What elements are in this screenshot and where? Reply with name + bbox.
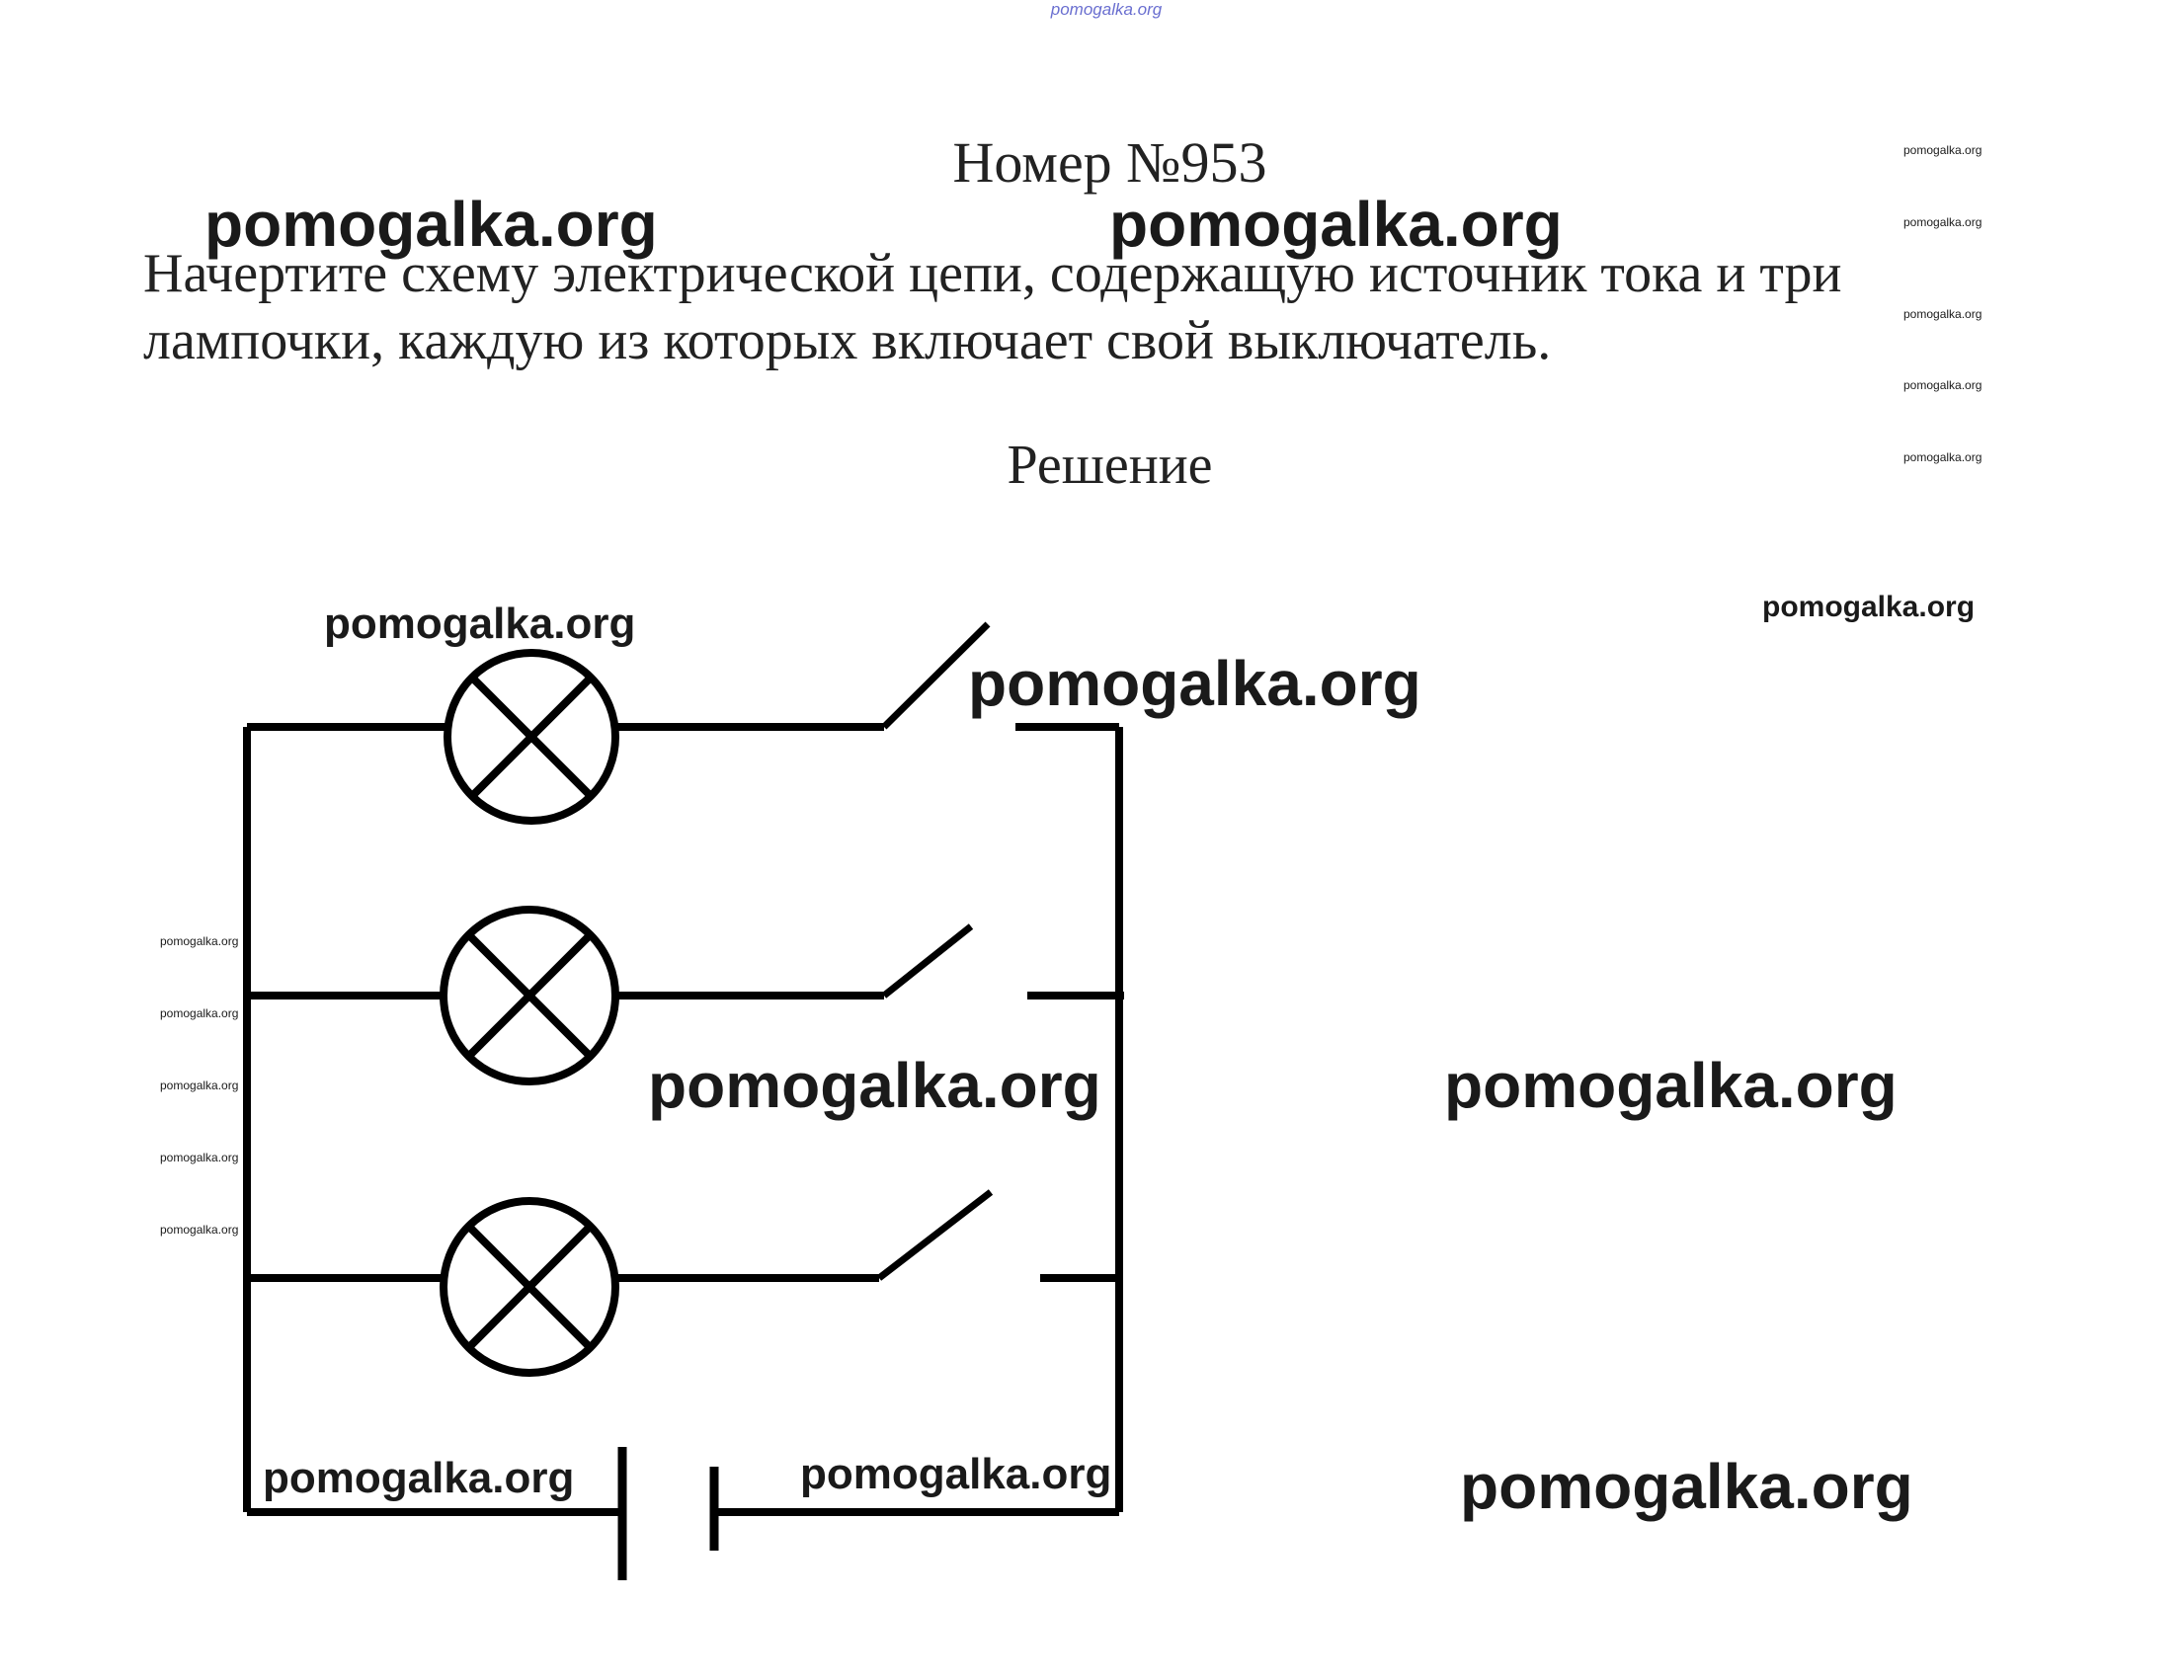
small-watermark: pomogalka.org [160, 934, 239, 948]
branch-3 [247, 1192, 1119, 1373]
solution-heading: Решение [1007, 435, 1213, 496]
watermark: pomogalka.org [1444, 1050, 1898, 1121]
watermark: pomogalka.org [1460, 1451, 1913, 1522]
small-watermark: pomogalka.org [1903, 450, 1982, 464]
watermark: pomogalka.org [263, 1454, 575, 1502]
task-line-1: Начертите схему электрической цепи, содержащую источник тока и три [143, 243, 1842, 304]
watermark: pomogalka.org [204, 189, 658, 260]
small-watermark: pomogalka.org [1903, 143, 1982, 157]
problem-title: Номер №953 [952, 130, 1267, 195]
task-line-2: лампочки, каждую из которых включает свой выключатель. [143, 310, 1552, 371]
small-watermark: pomogalka.org [160, 1223, 239, 1237]
small-watermark: pomogalka.org [1903, 215, 1982, 229]
top-watermark: pomogalka.org [1050, 0, 1163, 19]
watermark: pomogalka.org [324, 600, 636, 648]
watermark: pomogalka.org [968, 648, 1421, 719]
small-watermark: pomogalka.org [1903, 378, 1982, 392]
small-watermark: pomogalka.org [160, 1006, 239, 1020]
small-watermark: pomogalka.org [1903, 307, 1982, 321]
watermark: pomogalka.org [648, 1050, 1101, 1121]
switch-3-blade [879, 1192, 991, 1278]
watermark: pomogalka.org [1109, 189, 1563, 260]
watermark: pomogalka.org [800, 1450, 1112, 1498]
small-watermark: pomogalka.org [160, 1079, 239, 1092]
watermark: pomogalka.org [1762, 591, 1976, 623]
switch-2-blade [884, 926, 971, 996]
small-watermark: pomogalka.org [160, 1151, 239, 1164]
